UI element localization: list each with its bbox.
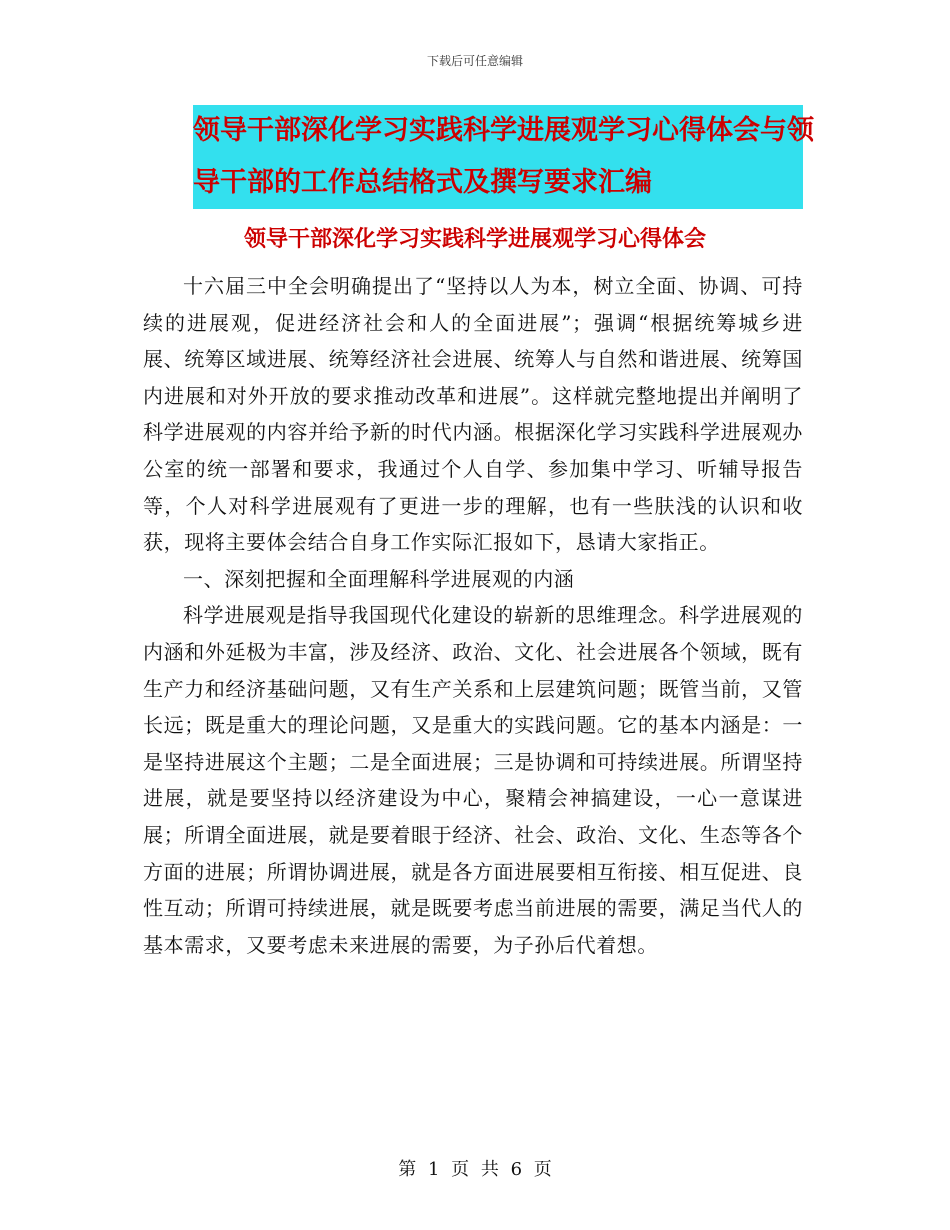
title-line-2: 导干部的工作总结格式及撰写要求汇编 <box>193 157 803 209</box>
paragraph: 科学进展观是指导我国现代化建设的崭新的思维理念。科学进展观的内涵和外延极为丰富，涉及经济、政治、文化、社会进展各个领域，既有生产力和经济基础问题，又有生产关系和上层建筑问题；既管当前，又管长远；既是重大的理论问题，又是重大的实践问题。它的基本内涵是：一是坚持进展这个主题；二是全面进展；三是协调和可持续进展。所谓坚持进展，就是要坚持以经济建设为中心，聚精会神搞建设，一心一意谋进展；所谓全面进展，就是要着眼于经济、社会、政治、文化、生态等各个方面的进展；所谓协调进展，就是各方面进展要相互衔接、相互促进、良性互动；所谓可持续进展，就是既要考虑当前进展的需要，满足当代人的基本需求，又要考虑未来进展的需要，为子孙后代着想。 <box>143 603 803 957</box>
document-body <box>143 268 803 963</box>
document-title <box>193 105 814 209</box>
title-line-1: 领导干部深化学习实践科学进展观学习心得体会与领 <box>193 105 803 157</box>
section-title: 领导干部深化学习实践科学进展观学习心得体会 <box>243 227 706 252</box>
page-number: 第 1 页 共 6 页 <box>398 1159 552 1180</box>
page-header-note: 下载后可任意编辑 <box>426 54 523 68</box>
paragraph: 十六届三中全会明确提出了“坚持以人为本，树立全面、协调、可持续的进展观，促进经济社会和人的全面进展”；强调“根据统筹城乡进展、统筹区域进展、统筹经济社会进展、统筹人与自然和谐进展、统筹国内进展和对外开放的要求推动改革和进展”。这样就完整地提出并阐明了科学进展观的内容并给予新的时代内涵。根据深化学习实践科学进展观办公室的统一部署和要求，我通过个人自学、参加集中学习、听辅导报告等，个人对科学进展观有了更进一步的理解，也有一些肤浅的认识和收获，现将主要体会结合自身工作实际汇报如下，恳请大家指正。 <box>143 274 803 555</box>
section-heading: 一、深刻把握和全面理解科学进展观的内涵 <box>183 566 575 591</box>
